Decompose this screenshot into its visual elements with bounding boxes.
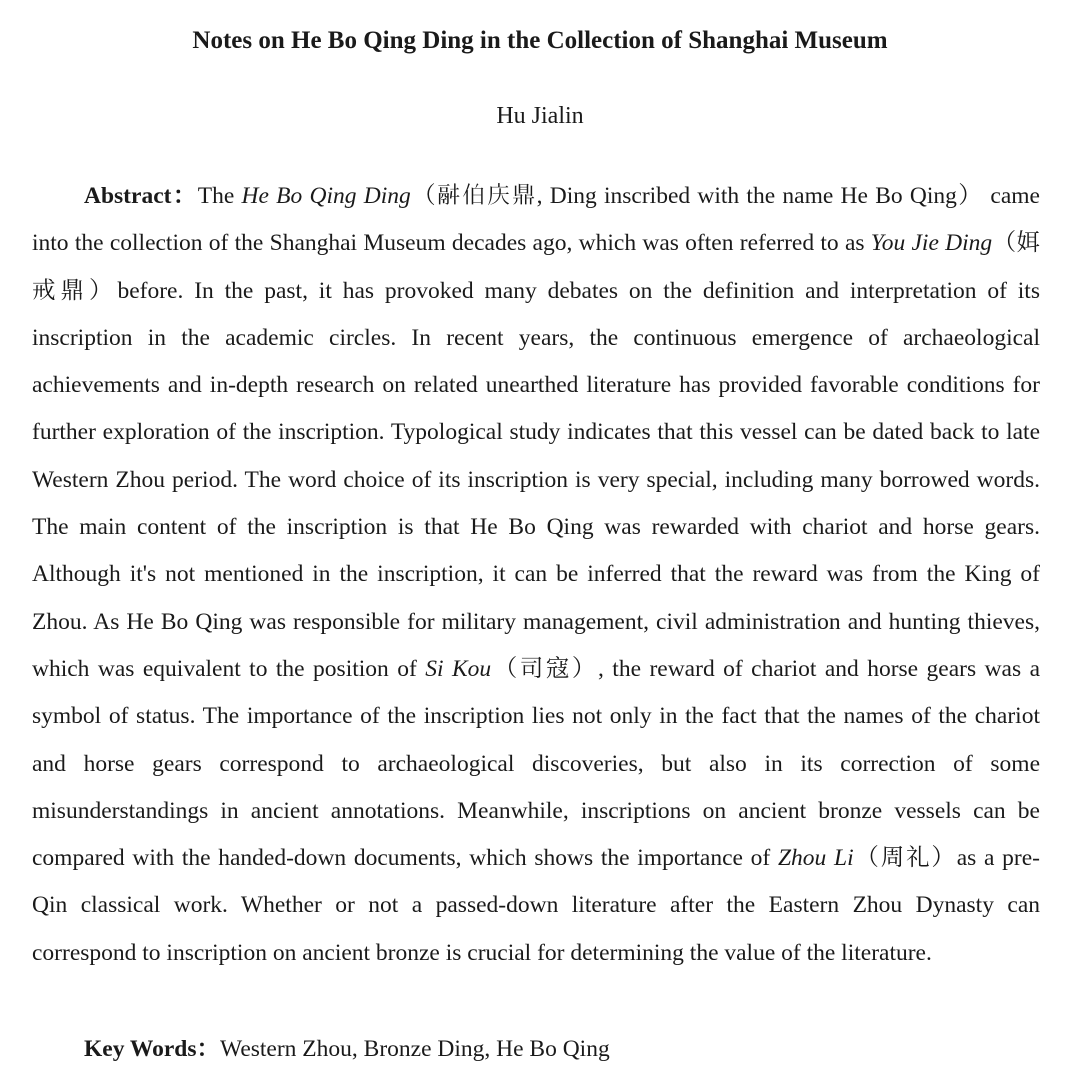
abstract-paragraph [32,173,1040,977]
document-title: Notes on He Bo Qing Ding in the Collection of Shanghai Museum [192,27,888,54]
abstract-text: （𩰫伯庆鼎, Ding inscribed with the name He Bo Qing） came into the collection of the Shanghai Museum decades ago, which was often referred to as [32,183,1040,257]
abstract-italic-term: You Jie Ding [870,230,993,257]
keywords-label: Key Words： [84,1036,221,1062]
keywords-text: Western Zhou, Bronze Ding, He Bo Qing [220,1036,610,1062]
abstract-italic-term: Si Kou [425,655,492,682]
abstract-text: The [197,183,242,209]
abstract-text: （周礼）as a pre-Qin classical work. Whether or not a passed-down literature after the Eastern Zhou Dynasty can correspond to inscription on ancient bronze is crucial for determining the value of the literature. [32,845,1040,966]
abstract-italic-term: He Bo Qing Ding [241,183,411,209]
abstract-italic-term: Zhou Li [777,845,854,872]
keywords-line [32,1026,1040,1073]
abstract-label: Abstract： [84,183,198,209]
abstract-text: （㛅戒鼎）before. In the past, it has provoked many debates on the definition and interpretation of its inscription in the academic circles. In recent years, the continuous emergence of archaeological achievements and in-depth research on related unearthed literature has provided favorable conditions for further exploration of the inscription. Typological study indicates that this vessel can be dated back to late Western Zhou period. The word choice of its inscription is very special, including many borrowed words. The main content of the inscription is that He Bo Qing was rewarded with chariot and horse gears. Although it's not mentioned in the inscription, it can be inferred that the reward was from the King of Zhou. As He Bo Qing was responsible for military management, civil administration and hunting thieves, which was equivalent to the position of [32,230,1040,682]
abstract-text: （司寇）, the reward of chariot and horse gears was a symbol of status. The importance of the inscription lies not only in the fact that the names of the chariot and horse gears correspond to archaeological discoveries, but also in its correction of some misunderstandings in ancient annotations. Meanwhile, inscriptions on ancient bronze vessels can be compared with the handed-down documents, which shows the importance of [32,655,1040,872]
author-name: Hu Jialin [496,103,584,129]
